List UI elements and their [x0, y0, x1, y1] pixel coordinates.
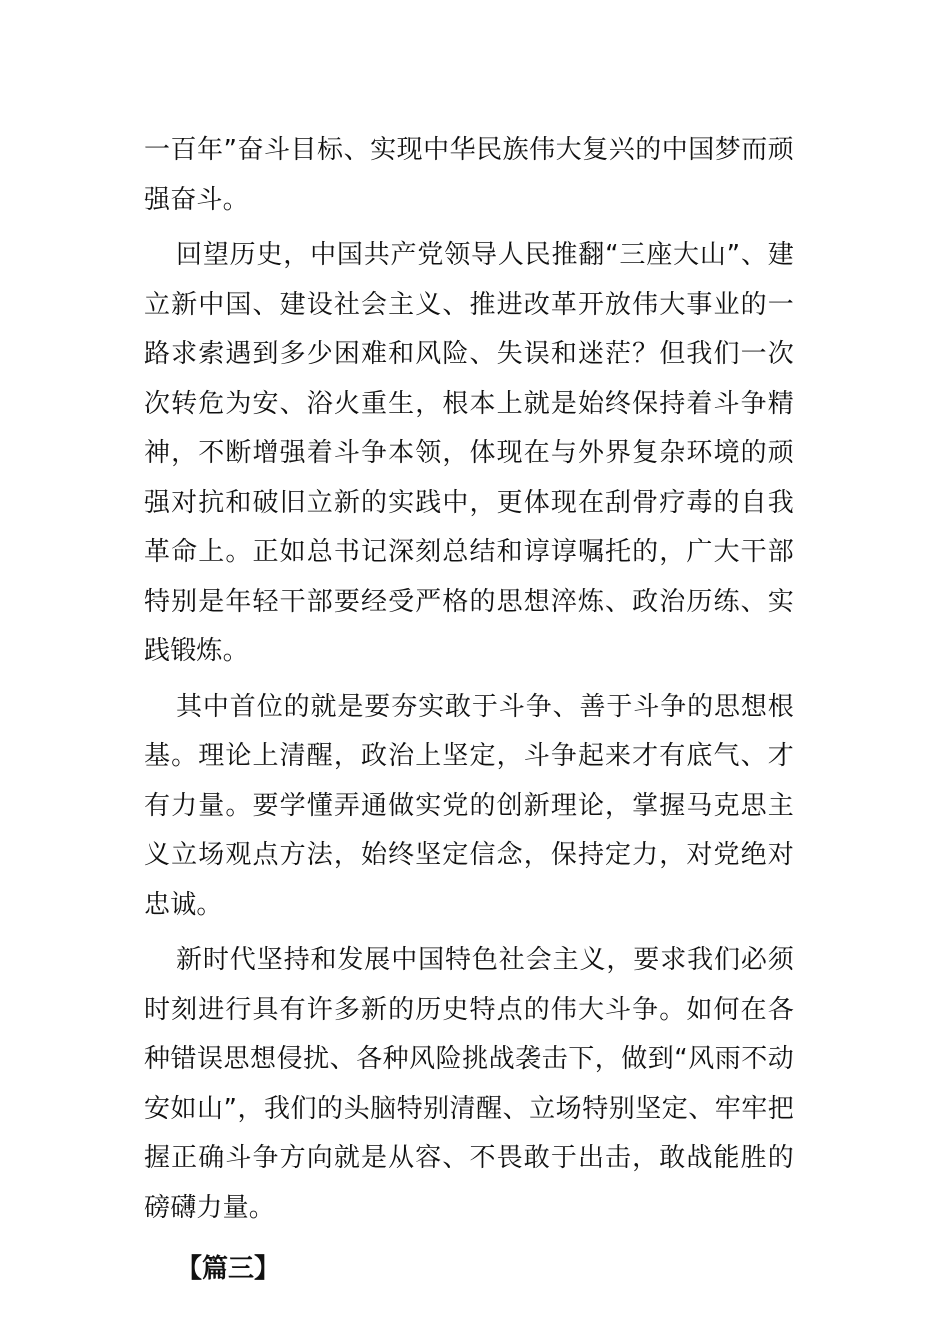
paragraph-1: 一百年”奋斗目标、实现中华民族伟大复兴的中国梦而顽强奋斗。 — [144, 135, 794, 215]
paragraph-2: 回望历史，中国共产党领导人民推翻“三座大山”、建立新中国、建设社会主义、推进改革开放伟大事业的一路求索遇到多少困难和风险、失误和迷茫？但我们一次次转危为安、浴火重生，根本上就是始终保持着斗争精神，不断增强着斗争本领，体现在与外界复杂环境的顽强对抗和破旧立新的实践中，更体现在刮骨疗毒的自我革命上。正如总书记深刻总结和谆谆嘱托的，广大干部特别是年轻干部要经受严格的思想淬炼、政治历练、实践锻炼。 — [144, 240, 794, 666]
paragraph-4: 新时代坚持和发展中国特色社会主义，要求我们必须时刻进行具有许多新的历史特点的伟大斗争。如何在各种错误思想侵扰、各种风险挑战袭击下，做到“风雨不动安如山”，我们的头脑特别清醒、立场特别坚定、牢牢把握正确斗争方向就是从容、不畏敢于出击，敢战能胜的磅礴力量。 — [144, 945, 794, 1223]
section-heading: 【篇三】 — [176, 1254, 281, 1284]
document-body — [144, 126, 794, 1295]
paragraph-3: 其中首位的就是要夯实敢于斗争、善于斗争的思想根基。理论上清醒，政治上坚定，斗争起来才有底气、才有力量。要学懂弄通做实党的创新理论，掌握马克思主义立场观点方法，始终坚定信念，保持定力，对党绝对忠诚。 — [144, 691, 794, 920]
